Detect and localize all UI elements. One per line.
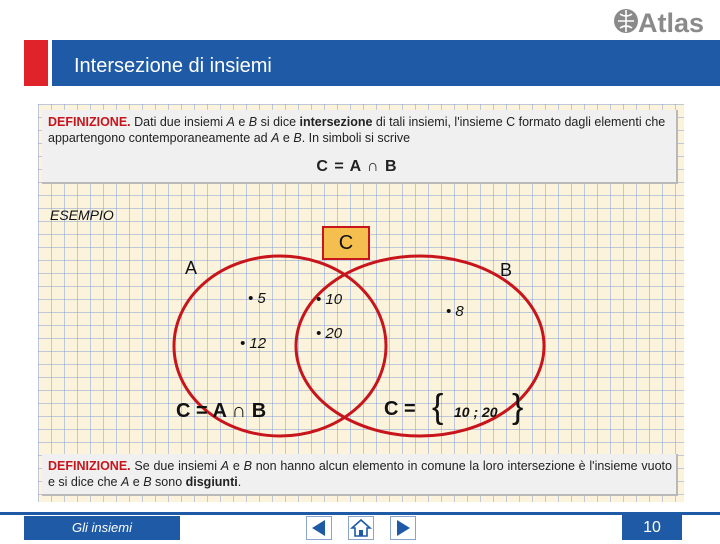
next-button[interactable] [390, 516, 416, 540]
def1-set-a2: A [271, 131, 280, 145]
element-5: • 5 [248, 290, 266, 307]
def2-text-5: sono [151, 475, 186, 489]
element-20: • 20 [316, 325, 343, 342]
footer-line [0, 512, 720, 515]
def1-text-4: di tali insiemi, l'insieme C formato dagli elementi che appartengono contemporaneamente ad [48, 115, 666, 145]
definition-label: DEFINIZIONE. [48, 115, 131, 129]
home-button[interactable] [348, 516, 374, 540]
home-icon [349, 517, 373, 539]
def2-text-2: e [229, 459, 244, 473]
set-b-circle [296, 256, 544, 436]
brace-open: { [432, 388, 444, 426]
def1-keyword: intersezione [299, 115, 373, 129]
def2-set-b: B [243, 459, 252, 473]
def1-set-b2: B [293, 131, 302, 145]
section-tab[interactable] [24, 516, 180, 540]
definition-box-disjoint [42, 454, 678, 496]
def1-text-3: si dice [257, 115, 300, 129]
def2-text-1: Se due insiemi [130, 459, 221, 473]
intersection-formula: C = A ∩ B [316, 158, 398, 175]
intersection-c-box: C [322, 226, 370, 260]
arrow-right-icon [391, 517, 415, 539]
result-values: 10 ; 20 [454, 404, 498, 420]
def1-text-1: Dati due insiemi [130, 115, 227, 129]
prev-button[interactable] [306, 516, 332, 540]
def1-set-b: B [248, 115, 258, 129]
definition2-label: DEFINIZIONE. [48, 459, 131, 473]
example-result-c: C = [384, 398, 416, 420]
def2-text-4: e [129, 475, 144, 489]
def2-keyword: disgiunti [185, 475, 238, 489]
def1-text-6: . In simboli si scrive [301, 131, 411, 145]
def1-set-a: A [226, 115, 235, 129]
element-12: • 12 [240, 335, 267, 352]
def2-text-6: . [237, 475, 242, 489]
logo-text: Atlas [638, 8, 705, 38]
arrow-left-icon [307, 517, 331, 539]
example-label: ESEMPIO [50, 207, 114, 223]
def2-set-a: A [220, 459, 230, 473]
def2-set-b2: B [143, 475, 152, 489]
def1-text-5: e [279, 131, 294, 145]
set-a-label: A [185, 258, 198, 278]
brace-close: } [512, 388, 524, 426]
example-formula: C = A ∩ B [176, 400, 267, 422]
page-number: 10 [622, 515, 682, 540]
def1-text-2: e [234, 115, 249, 129]
definition2-text [48, 458, 672, 490]
def2-set-a2: A [120, 475, 130, 489]
section-label: Gli insiemi [72, 520, 132, 535]
element-10: • 10 [316, 291, 343, 308]
page-title: Intersezione di insiemi [74, 55, 272, 77]
set-b-label: B [500, 260, 513, 280]
def2-text-3: non hanno alcun elemento in comune la loro intersezione è l'insieme vuoto e si dice che [48, 459, 672, 489]
element-8: • 8 [446, 303, 464, 320]
